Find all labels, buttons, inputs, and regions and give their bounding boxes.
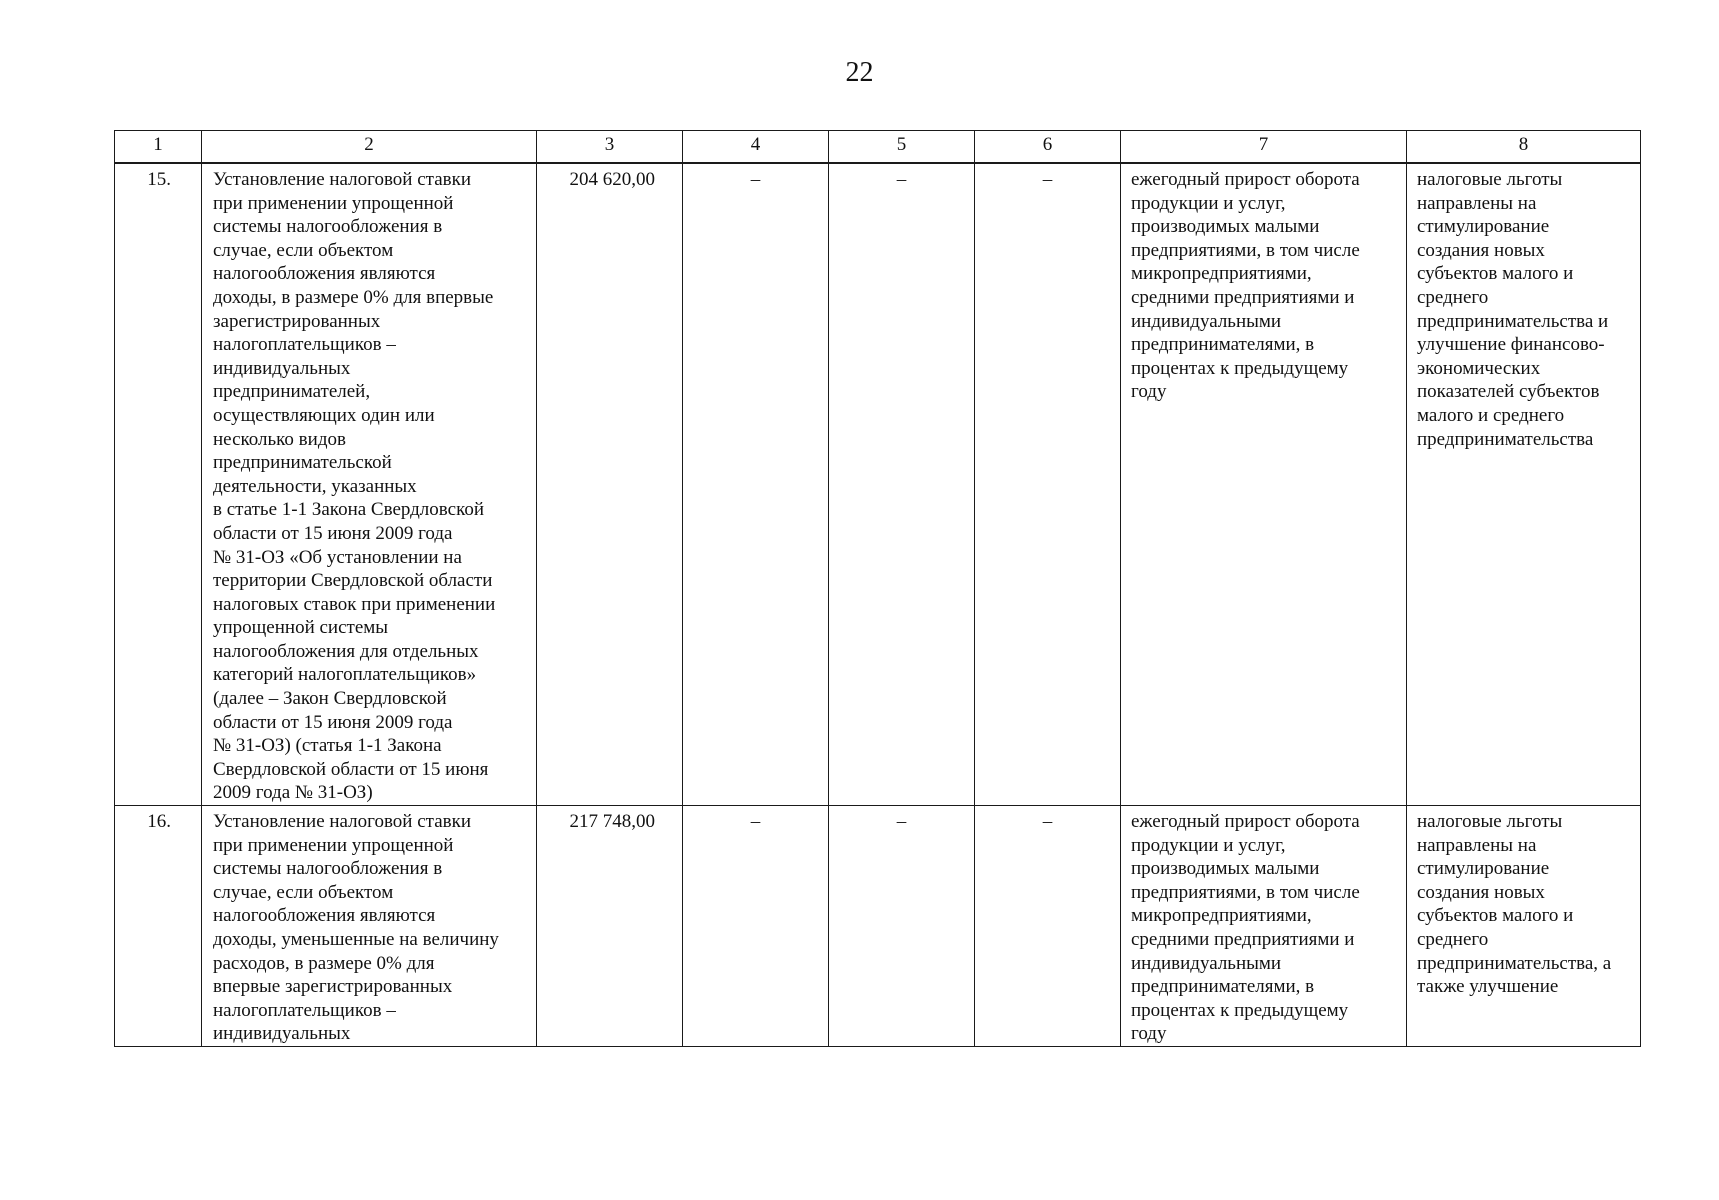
text-line: в статье 1-1 Закона Свердловской bbox=[213, 499, 485, 521]
text-line: году bbox=[1131, 381, 1167, 403]
text-line: Установление налоговой ставки bbox=[213, 811, 471, 833]
text-line: индивидуальными bbox=[1131, 952, 1282, 974]
text-line: случае, если объектом bbox=[213, 881, 394, 903]
text-line: впервые зарегистрированных bbox=[213, 976, 453, 998]
text-line: направлены на bbox=[1417, 834, 1537, 856]
text-line: налоговых ставок при применении bbox=[213, 593, 496, 615]
text-line: зарегистрированных bbox=[213, 310, 381, 332]
text-line: 2009 года № 31-ОЗ) bbox=[213, 782, 373, 804]
text-line: индивидуальных bbox=[213, 1023, 351, 1045]
text-line: ежегодный прирост оборота bbox=[1131, 811, 1360, 833]
text-line: средними предприятиями и bbox=[1131, 286, 1355, 308]
text-line: субъектов малого и bbox=[1417, 905, 1574, 927]
text-line: создания новых bbox=[1417, 239, 1545, 261]
text-line: упрощенной системы bbox=[213, 617, 389, 639]
text-line: производимых малыми bbox=[1131, 858, 1320, 880]
text-line: (далее – Закон Свердловской bbox=[213, 688, 447, 710]
column-4-cell: – bbox=[683, 806, 829, 1047]
text-line: улучшение финансово- bbox=[1417, 334, 1605, 356]
text-line: индивидуальными bbox=[1131, 310, 1282, 332]
text-line: средними предприятиями и bbox=[1131, 929, 1355, 950]
amount-cell: 204 620,00 bbox=[537, 163, 683, 806]
description-cell bbox=[202, 806, 537, 1047]
column-number-row bbox=[115, 131, 1641, 164]
text-line: при применении упрощенной bbox=[213, 192, 454, 214]
text-line: территории Свердловской области bbox=[213, 570, 493, 592]
text-line: доходы, уменьшенные на величину bbox=[213, 929, 499, 950]
text-line: предпринимателями, в bbox=[1131, 334, 1315, 356]
column-5-cell: – bbox=[829, 163, 975, 806]
text-line: № 31-ОЗ «Об установлении на bbox=[213, 546, 462, 568]
row-number-cell: 16. bbox=[115, 806, 202, 1047]
column-number-header: 3 bbox=[537, 131, 683, 164]
text-line: малого и среднего bbox=[1417, 404, 1565, 426]
text-line: среднего bbox=[1417, 286, 1489, 308]
text-line: процентах к предыдущему bbox=[1131, 999, 1349, 1021]
text-line: микропредприятиями, bbox=[1131, 905, 1312, 927]
text-line: налогоплательщиков – bbox=[213, 334, 396, 356]
text-line: процентах к предыдущему bbox=[1131, 357, 1349, 379]
indicator-cell bbox=[1121, 163, 1407, 806]
text-line: предпринимателей, bbox=[213, 381, 371, 403]
column-number-header: 2 bbox=[202, 131, 537, 164]
text-line: налогообложения являются bbox=[213, 263, 436, 285]
text-line: предпринимательской bbox=[213, 452, 392, 474]
text-line: направлены на bbox=[1417, 192, 1537, 214]
column-number-header: 7 bbox=[1121, 131, 1407, 164]
column-number-header: 4 bbox=[683, 131, 829, 164]
text-line: индивидуальных bbox=[213, 357, 351, 379]
column-5-cell: – bbox=[829, 806, 975, 1047]
text-line: среднего bbox=[1417, 929, 1489, 950]
page-number: 22 bbox=[845, 57, 874, 88]
text-line: продукции и услуг, bbox=[1131, 834, 1286, 856]
text-line: производимых малыми bbox=[1131, 216, 1320, 238]
text-line: налогообложения являются bbox=[213, 905, 436, 927]
text-line: Установление налоговой ставки bbox=[213, 169, 471, 190]
text-line: предприятиями, в том числе bbox=[1131, 881, 1360, 903]
text-line: налогообложения для отдельных bbox=[213, 640, 479, 662]
text-line: случае, если объектом bbox=[213, 239, 394, 261]
text-line: ежегодный прирост оборота bbox=[1131, 169, 1360, 190]
indicator-cell bbox=[1121, 806, 1407, 1047]
row-number-cell: 15. bbox=[115, 163, 202, 806]
text-line: показателей субъектов bbox=[1417, 381, 1600, 403]
goal-cell bbox=[1407, 806, 1641, 1047]
column-number-header: 8 bbox=[1407, 131, 1641, 164]
text-line: несколько видов bbox=[213, 428, 346, 450]
text-line: предпринимательства и bbox=[1417, 310, 1609, 332]
text-line: категорий налогоплательщиков» bbox=[213, 664, 477, 686]
text-line: деятельности, указанных bbox=[213, 475, 417, 497]
text-line: стимулирование bbox=[1417, 216, 1550, 238]
text-line: стимулирование bbox=[1417, 858, 1550, 880]
text-line: создания новых bbox=[1417, 881, 1545, 903]
text-line: субъектов малого и bbox=[1417, 263, 1574, 285]
text-line: системы налогообложения в bbox=[213, 216, 443, 238]
column-4-cell: – bbox=[683, 163, 829, 806]
column-number-header: 6 bbox=[975, 131, 1121, 164]
column-number-header: 5 bbox=[829, 131, 975, 164]
text-line: году bbox=[1131, 1023, 1167, 1045]
text-line: Свердловской области от 15 июня bbox=[213, 758, 489, 780]
text-line: также улучшение bbox=[1417, 976, 1559, 998]
text-line: расходов, в размере 0% для bbox=[213, 952, 435, 974]
description-cell bbox=[202, 163, 537, 806]
text-line: микропредприятиями, bbox=[1131, 263, 1312, 285]
table-row bbox=[115, 806, 1641, 1047]
column-6-cell: – bbox=[975, 806, 1121, 1047]
column-number-header: 1 bbox=[115, 131, 202, 164]
text-line: налогоплательщиков – bbox=[213, 999, 396, 1021]
text-line: налоговые льготы bbox=[1417, 811, 1563, 833]
text-line: при применении упрощенной bbox=[213, 834, 454, 856]
amount-cell: 217 748,00 bbox=[537, 806, 683, 1047]
text-line: области от 15 июня 2009 года bbox=[213, 522, 453, 544]
text-line: предприятиями, в том числе bbox=[1131, 239, 1360, 261]
text-line: предпринимательства, а bbox=[1417, 952, 1612, 974]
text-line: налоговые льготы bbox=[1417, 169, 1563, 190]
text-line: экономических bbox=[1417, 357, 1541, 379]
text-line: осуществляющих один или bbox=[213, 404, 435, 426]
text-line: № 31-ОЗ) (статья 1-1 Закона bbox=[213, 735, 442, 757]
text-line: области от 15 июня 2009 года bbox=[213, 711, 453, 733]
text-line: доходы, в размере 0% для впервые bbox=[213, 286, 494, 308]
table-row bbox=[115, 163, 1641, 806]
text-line: предпринимателями, в bbox=[1131, 976, 1315, 998]
text-line: системы налогообложения в bbox=[213, 858, 443, 880]
column-6-cell: – bbox=[975, 163, 1121, 806]
goal-cell bbox=[1407, 163, 1641, 806]
tax-relief-table bbox=[114, 130, 1641, 1047]
text-line: предпринимательства bbox=[1417, 428, 1594, 450]
text-line: продукции и услуг, bbox=[1131, 192, 1286, 214]
